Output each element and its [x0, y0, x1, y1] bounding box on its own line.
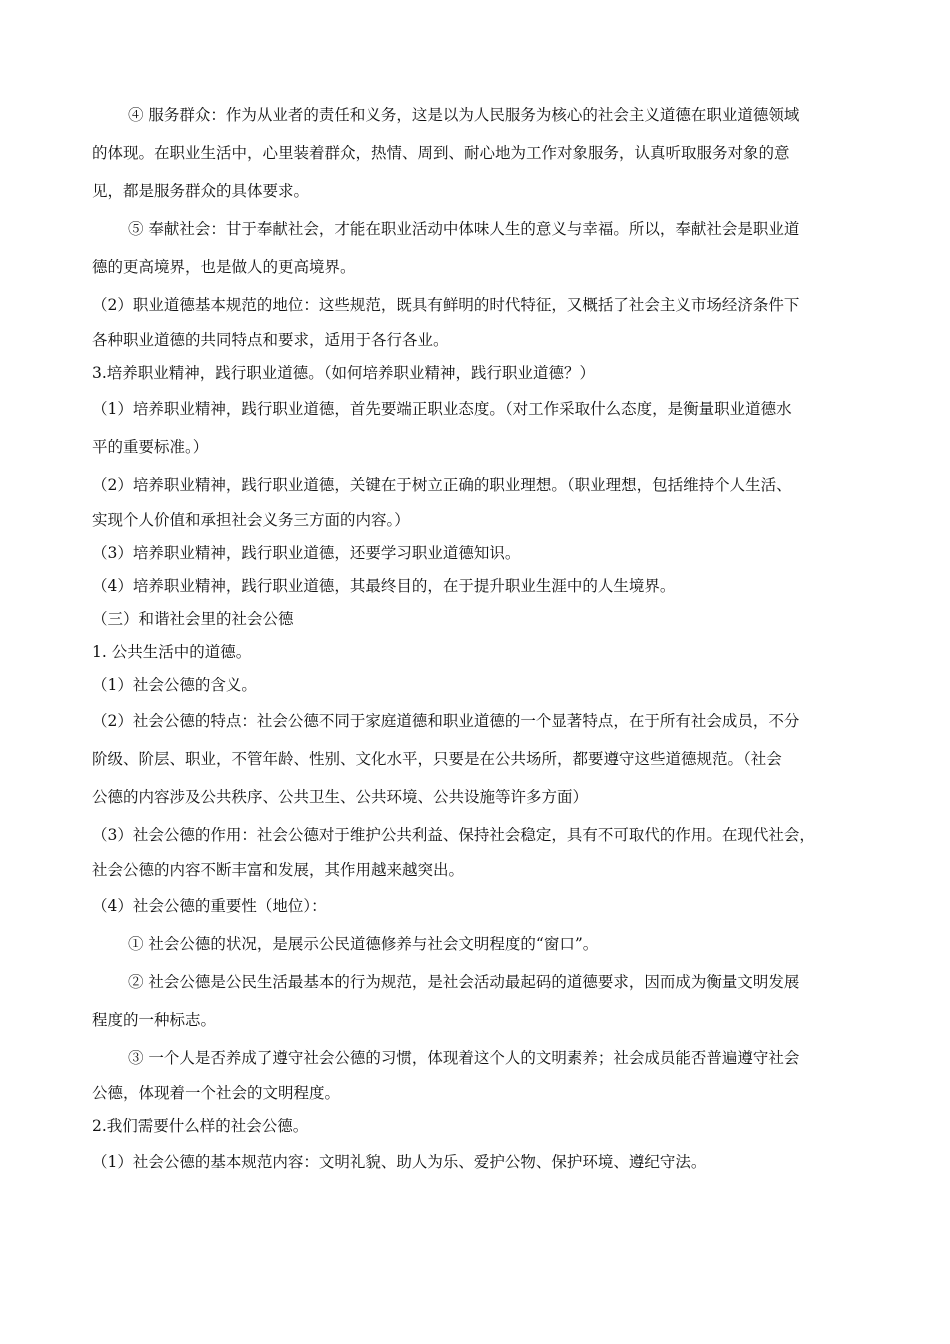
paragraph-line: ⑤ 奉献社会：甘于奉献社会，才能在职业活动中体味人生的意义与幸福。所以，奉献社会是职业道 [128, 220, 800, 238]
paragraph-line: （3）培养职业精神，践行职业道德，还要学习职业道德知识。 [92, 544, 521, 562]
paragraph-line: 见，都是服务群众的具体要求。 [92, 182, 310, 200]
paragraph-line: 程度的一种标志。 [92, 1011, 217, 1029]
paragraph-line: （3）社会公德的作用：社会公德对于维护公共利益、保持社会稳定，具有不可取代的作用。在现代社会， [92, 826, 815, 844]
paragraph-line: （1）培养职业精神，践行职业道德，首先要端正职业态度。（对工作采取什么态度，是衡量职业道德水 [92, 400, 792, 418]
paragraph-line: ① 社会公德的状况，是展示公民道德修养与社会文明程度的“窗口”。 [128, 935, 599, 953]
section-heading: 2.我们需要什么样的社会公德。 [92, 1117, 309, 1135]
paragraph-line: 公德，体现着一个社会的文明程度。 [92, 1084, 341, 1102]
paragraph-line: 阶级、阶层、职业，不管年龄、性别、文化水平，只要是在公共场所，都要遵守这些道德规范。（社会 [92, 750, 782, 768]
paragraph-line: 公德的内容涉及公共秩序、公共卫生、公共环境、公共设施等许多方面） [92, 788, 589, 806]
paragraph-line: 社会公德的内容不断丰富和发展，其作用越来越突出。 [92, 861, 465, 879]
paragraph-line: （2）职业道德基本规范的地位：这些规范，既具有鲜明的时代特征，又概括了社会主义市场经济条件下 [92, 296, 800, 314]
paragraph-line: （2）社会公德的特点：社会公德不同于家庭道德和职业道德的一个显著特点，在于所有社会成员，不分 [92, 712, 800, 730]
paragraph-line: 实现个人价值和承担社会义务三方面的内容。） [92, 511, 410, 529]
paragraph-line: （1）社会公德的含义。 [92, 676, 257, 694]
section-heading: 1. 公共生活中的道德。 [92, 643, 252, 661]
paragraph-line: ④ 服务群众：作为从业者的责任和义务，这是以为人民服务为核心的社会主义道德在职业道德领域 [128, 106, 800, 124]
paragraph-line: 平的重要标准。） [92, 438, 209, 456]
section-heading: 3.培养职业精神，践行职业道德。（如何培养职业精神，践行职业道德？） [92, 364, 596, 382]
paragraph-line: （4）社会公德的重要性（地位）： [92, 897, 327, 915]
paragraph-line: ② 社会公德是公民生活最基本的行为规范，是社会活动最起码的道德要求，因而成为衡量文明发展 [128, 973, 800, 991]
paragraph-line: 的体现。在职业生活中，心里装着群众，热情、周到、耐心地为工作对象服务，认真听取服务对象的意 [92, 144, 790, 162]
section-heading: （三）和谐社会里的社会公德 [92, 610, 294, 628]
paragraph-line: ③ 一个人是否养成了遵守社会公德的习惯，体现着这个人的文明素养；社会成员能否普遍遵守社会 [128, 1049, 800, 1067]
paragraph-line: 各种职业道德的共同特点和要求，适用于各行各业。 [92, 331, 449, 349]
paragraph-line: （4）培养职业精神，践行职业道德，其最终目的，在于提升职业生涯中的人生境界。 [92, 577, 676, 595]
paragraph-line: （2）培养职业精神，践行职业道德，关键在于树立正确的职业理想。（职业理想，包括维持个人生活、 [92, 476, 792, 494]
paragraph-line: （1）社会公德的基本规范内容：文明礼貌、助人为乐、爱护公物、保护环境、遵纪守法。 [92, 1153, 707, 1171]
paragraph-line: 德的更高境界，也是做人的更高境界。 [92, 258, 356, 276]
